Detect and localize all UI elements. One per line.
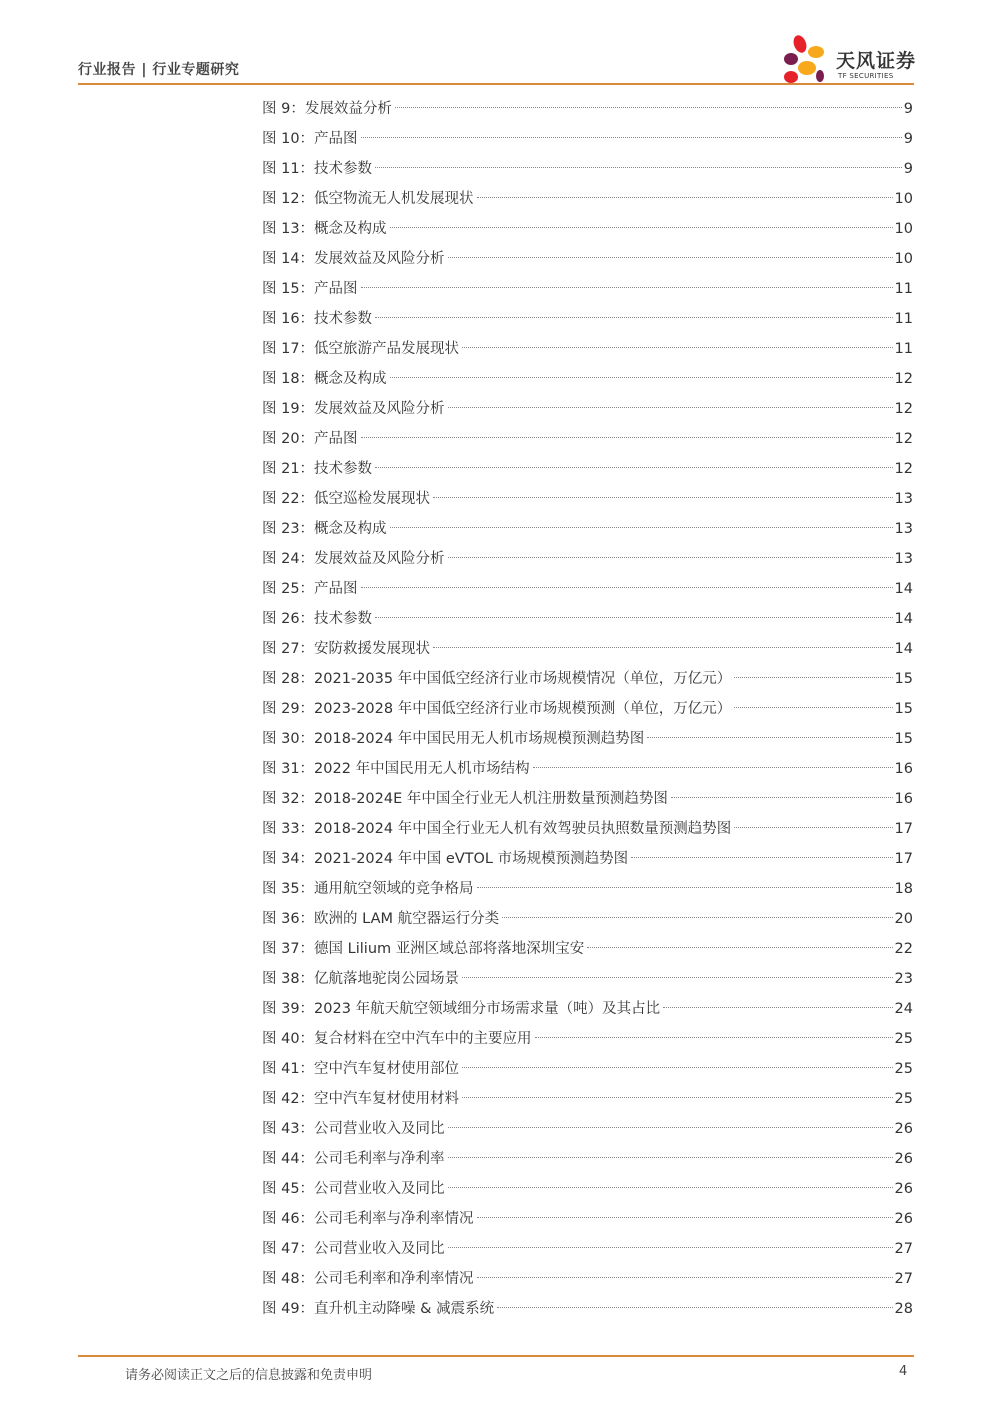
toc-entry-label: 图 21：技术参数 [262, 461, 373, 477]
footer-disclaimer: 请务必阅读正文之后的信息披露和免责申明 [125, 1368, 373, 1383]
toc-entry[interactable] [262, 844, 913, 874]
toc-entry-label: 图 32：2018-2024E 年中国全行业无人机注册数量预测趋势图 [262, 791, 668, 807]
toc-entry-label: 图 25：产品图 [262, 581, 358, 597]
toc-entry-label: 图 40：复合材料在空中汽车中的主要应用 [262, 1031, 532, 1047]
toc-entry-page: 28 [894, 1301, 913, 1317]
toc-entry-page: 16 [894, 791, 913, 807]
toc-entry-label: 图 33：2018-2024 年中国全行业无人机有效驾驶员执照数量预测趋势图 [262, 821, 732, 837]
toc-entry[interactable] [262, 604, 913, 634]
toc-entry-page: 18 [894, 881, 913, 897]
footer-divider [78, 1355, 914, 1357]
header-divider [78, 83, 914, 85]
toc-dot-leader [462, 1067, 892, 1068]
toc-dot-leader [448, 557, 893, 558]
toc-entry[interactable] [262, 634, 913, 664]
toc-entry-label: 图 16：技术参数 [262, 311, 373, 327]
toc-entry[interactable] [262, 334, 913, 364]
toc-entry-page: 14 [894, 611, 913, 627]
toc-dot-leader [462, 347, 892, 348]
toc-entry-page: 9 [903, 161, 913, 177]
figure-table-of-contents [262, 94, 913, 1324]
toc-entry-page: 10 [894, 251, 913, 267]
toc-entry[interactable] [262, 244, 913, 274]
toc-entry[interactable] [262, 1024, 913, 1054]
toc-entry-label: 图 10：产品图 [262, 131, 358, 147]
toc-entry[interactable] [262, 784, 913, 814]
toc-dot-leader [477, 1277, 893, 1278]
toc-dot-leader [448, 1187, 893, 1188]
toc-entry-label: 图 42：空中汽车复材使用材料 [262, 1091, 460, 1107]
toc-entry-label: 图 44：公司毛利率与净利率 [262, 1151, 445, 1167]
toc-entry-label: 图 12：低空物流无人机发展现状 [262, 191, 474, 207]
toc-entry-label: 图 26：技术参数 [262, 611, 373, 627]
toc-dot-leader [390, 527, 893, 528]
flower-logo-icon [778, 32, 834, 86]
toc-entry-page: 26 [894, 1151, 913, 1167]
toc-entry[interactable] [262, 694, 913, 724]
toc-dot-leader [647, 737, 892, 738]
toc-entry-label: 图 28：2021-2035 年中国低空经济行业市场规模情况（单位，万亿元） [262, 671, 732, 687]
toc-dot-leader [433, 497, 892, 498]
toc-entry-page: 10 [894, 221, 913, 237]
toc-entry[interactable] [262, 994, 913, 1024]
toc-entry-label: 图 19：发展效益及风险分析 [262, 401, 445, 417]
toc-entry[interactable] [262, 364, 913, 394]
toc-entry-page: 12 [894, 431, 913, 447]
toc-entry[interactable] [262, 124, 913, 154]
toc-entry-label: 图 36：欧洲的 LAM 航空器运行分类 [262, 911, 500, 927]
toc-entry-page: 25 [894, 1031, 913, 1047]
toc-entry-label: 图 20：产品图 [262, 431, 358, 447]
toc-entry[interactable] [262, 1084, 913, 1114]
toc-dot-leader [671, 797, 893, 798]
toc-entry-page: 27 [894, 1241, 913, 1257]
toc-dot-leader [734, 827, 892, 828]
toc-dot-leader [375, 467, 892, 468]
toc-entry[interactable] [262, 274, 913, 304]
toc-entry-label: 图 39：2023 年航天航空领域细分市场需求量（吨）及其占比 [262, 1001, 661, 1017]
toc-dot-leader [535, 1037, 893, 1038]
toc-dot-leader [462, 1097, 892, 1098]
toc-entry-label: 图 11：技术参数 [262, 161, 373, 177]
toc-entry-label: 图 41：空中汽车复材使用部位 [262, 1061, 460, 1077]
toc-entry[interactable] [262, 574, 913, 604]
toc-entry-page: 13 [894, 551, 913, 567]
toc-entry-page: 20 [894, 911, 913, 927]
toc-entry[interactable] [262, 184, 913, 214]
toc-dot-leader [433, 647, 892, 648]
toc-dot-leader [631, 857, 892, 858]
toc-entry-page: 12 [894, 371, 913, 387]
toc-entry[interactable] [262, 1174, 913, 1204]
toc-entry-label: 图 49：直升机主动降噪 & 减震系统 [262, 1301, 495, 1317]
toc-entry-page: 14 [894, 641, 913, 657]
toc-entry-page: 23 [894, 971, 913, 987]
toc-entry-page: 25 [894, 1091, 913, 1107]
logo-company-subtitle: TF SECURITIES [838, 72, 894, 80]
toc-entry-page: 26 [894, 1211, 913, 1227]
toc-dot-leader [663, 1007, 892, 1008]
toc-entry-page: 10 [894, 191, 913, 207]
toc-entry-page: 25 [894, 1061, 913, 1077]
toc-entry-page: 24 [894, 1001, 913, 1017]
toc-entry-page: 26 [894, 1121, 913, 1137]
toc-entry-label: 图 31：2022 年中国民用无人机市场结构 [262, 761, 530, 777]
toc-dot-leader [375, 167, 902, 168]
toc-entry-page: 14 [894, 581, 913, 597]
toc-dot-leader [390, 227, 893, 228]
toc-dot-leader [361, 287, 893, 288]
toc-entry[interactable] [262, 304, 913, 334]
toc-entry-label: 图 24：发展效益及风险分析 [262, 551, 445, 567]
toc-entry-label: 图 27：安防救援发展现状 [262, 641, 431, 657]
toc-entry-label: 图 47：公司营业收入及同比 [262, 1241, 445, 1257]
toc-dot-leader [477, 887, 893, 888]
toc-dot-leader [734, 707, 892, 708]
toc-entry[interactable] [262, 214, 913, 244]
logo-company-name: 天风证券 [836, 50, 917, 72]
toc-entry-page: 11 [894, 311, 913, 327]
toc-entry[interactable] [262, 484, 913, 514]
toc-entry-page: 27 [894, 1271, 913, 1287]
toc-entry[interactable] [262, 514, 913, 544]
toc-dot-leader [448, 1127, 893, 1128]
toc-dot-leader [448, 1247, 893, 1248]
toc-dot-leader [533, 767, 893, 768]
toc-entry-label: 图 34：2021-2024 年中国 eVTOL 市场规模预测趋势图 [262, 851, 629, 867]
toc-dot-leader [587, 947, 892, 948]
toc-entry-label: 图 15：产品图 [262, 281, 358, 297]
toc-dot-leader [477, 1217, 893, 1218]
toc-dot-leader [395, 107, 902, 108]
toc-dot-leader [448, 257, 893, 258]
toc-entry-label: 图 37：德国 Lilium 亚洲区域总部将落地深圳宝安 [262, 941, 585, 957]
toc-entry[interactable] [262, 934, 913, 964]
toc-entry-page: 9 [903, 131, 913, 147]
toc-dot-leader [448, 1157, 893, 1158]
toc-entry-page: 16 [894, 761, 913, 777]
toc-entry[interactable] [262, 454, 913, 484]
toc-entry-label: 图 13：概念及构成 [262, 221, 387, 237]
toc-entry-page: 11 [894, 281, 913, 297]
toc-dot-leader [448, 407, 893, 408]
toc-entry-page: 13 [894, 521, 913, 537]
toc-entry[interactable] [262, 754, 913, 784]
toc-dot-leader [497, 1307, 892, 1308]
toc-entry-page: 12 [894, 401, 913, 417]
toc-entry-label: 图 45：公司营业收入及同比 [262, 1181, 445, 1197]
toc-entry[interactable] [262, 724, 913, 754]
report-category-title: 行业报告 | 行业专题研究 [78, 62, 240, 78]
toc-entry[interactable] [262, 1294, 913, 1324]
toc-entry[interactable] [262, 94, 913, 124]
toc-entry-page: 11 [894, 341, 913, 357]
toc-entry[interactable] [262, 1204, 913, 1234]
toc-entry-label: 图 14：发展效益及风险分析 [262, 251, 445, 267]
toc-entry[interactable] [262, 544, 913, 574]
toc-entry-page: 15 [894, 731, 913, 747]
toc-dot-leader [390, 377, 893, 378]
toc-entry[interactable] [262, 1234, 913, 1264]
toc-dot-leader [462, 977, 892, 978]
toc-dot-leader [477, 197, 893, 198]
toc-entry-page: 13 [894, 491, 913, 507]
toc-entry[interactable] [262, 1144, 913, 1174]
toc-entry[interactable] [262, 874, 913, 904]
toc-entry-page: 9 [903, 101, 913, 117]
toc-dot-leader [734, 677, 892, 678]
toc-entry-page: 12 [894, 461, 913, 477]
toc-dot-leader [375, 617, 892, 618]
tf-securities-logo [778, 32, 918, 86]
toc-entry[interactable] [262, 1264, 913, 1294]
toc-entry-page: 26 [894, 1181, 913, 1197]
toc-entry-label: 图 48：公司毛利率和净利率情况 [262, 1271, 474, 1287]
toc-dot-leader [361, 137, 902, 138]
toc-entry-page: 22 [894, 941, 913, 957]
toc-entry-label: 图 17：低空旅游产品发展现状 [262, 341, 460, 357]
toc-dot-leader [361, 437, 893, 438]
toc-entry-label: 图 18：概念及构成 [262, 371, 387, 387]
toc-entry[interactable] [262, 1054, 913, 1084]
toc-entry-page: 15 [894, 701, 913, 717]
toc-entry[interactable] [262, 814, 913, 844]
page-number: 4 [899, 1364, 908, 1379]
toc-entry[interactable] [262, 904, 913, 934]
toc-entry-label: 图 22：低空巡检发展现状 [262, 491, 431, 507]
toc-entry-label: 图 30：2018-2024 年中国民用无人机市场规模预测趋势图 [262, 731, 645, 747]
toc-entry-label: 图 23：概念及构成 [262, 521, 387, 537]
toc-entry[interactable] [262, 1114, 913, 1144]
toc-dot-leader [502, 917, 892, 918]
toc-entry-label: 图 38：亿航落地驼岗公园场景 [262, 971, 460, 987]
toc-entry-page: 17 [894, 851, 913, 867]
toc-entry-label: 图 46：公司毛利率与净利率情况 [262, 1211, 474, 1227]
toc-entry[interactable] [262, 424, 913, 454]
toc-entry-label: 图 29：2023-2028 年中国低空经济行业市场规模预测（单位，万亿元） [262, 701, 732, 717]
toc-entry-label: 图 9：发展效益分析 [262, 101, 392, 117]
toc-entry-label: 图 43：公司营业收入及同比 [262, 1121, 445, 1137]
toc-entry-page: 17 [894, 821, 913, 837]
toc-dot-leader [361, 587, 893, 588]
toc-entry-label: 图 35：通用航空领域的竞争格局 [262, 881, 474, 897]
toc-entry[interactable] [262, 394, 913, 424]
toc-entry[interactable] [262, 964, 913, 994]
toc-entry-page: 15 [894, 671, 913, 687]
toc-entry[interactable] [262, 664, 913, 694]
toc-dot-leader [375, 317, 892, 318]
toc-entry[interactable] [262, 154, 913, 184]
